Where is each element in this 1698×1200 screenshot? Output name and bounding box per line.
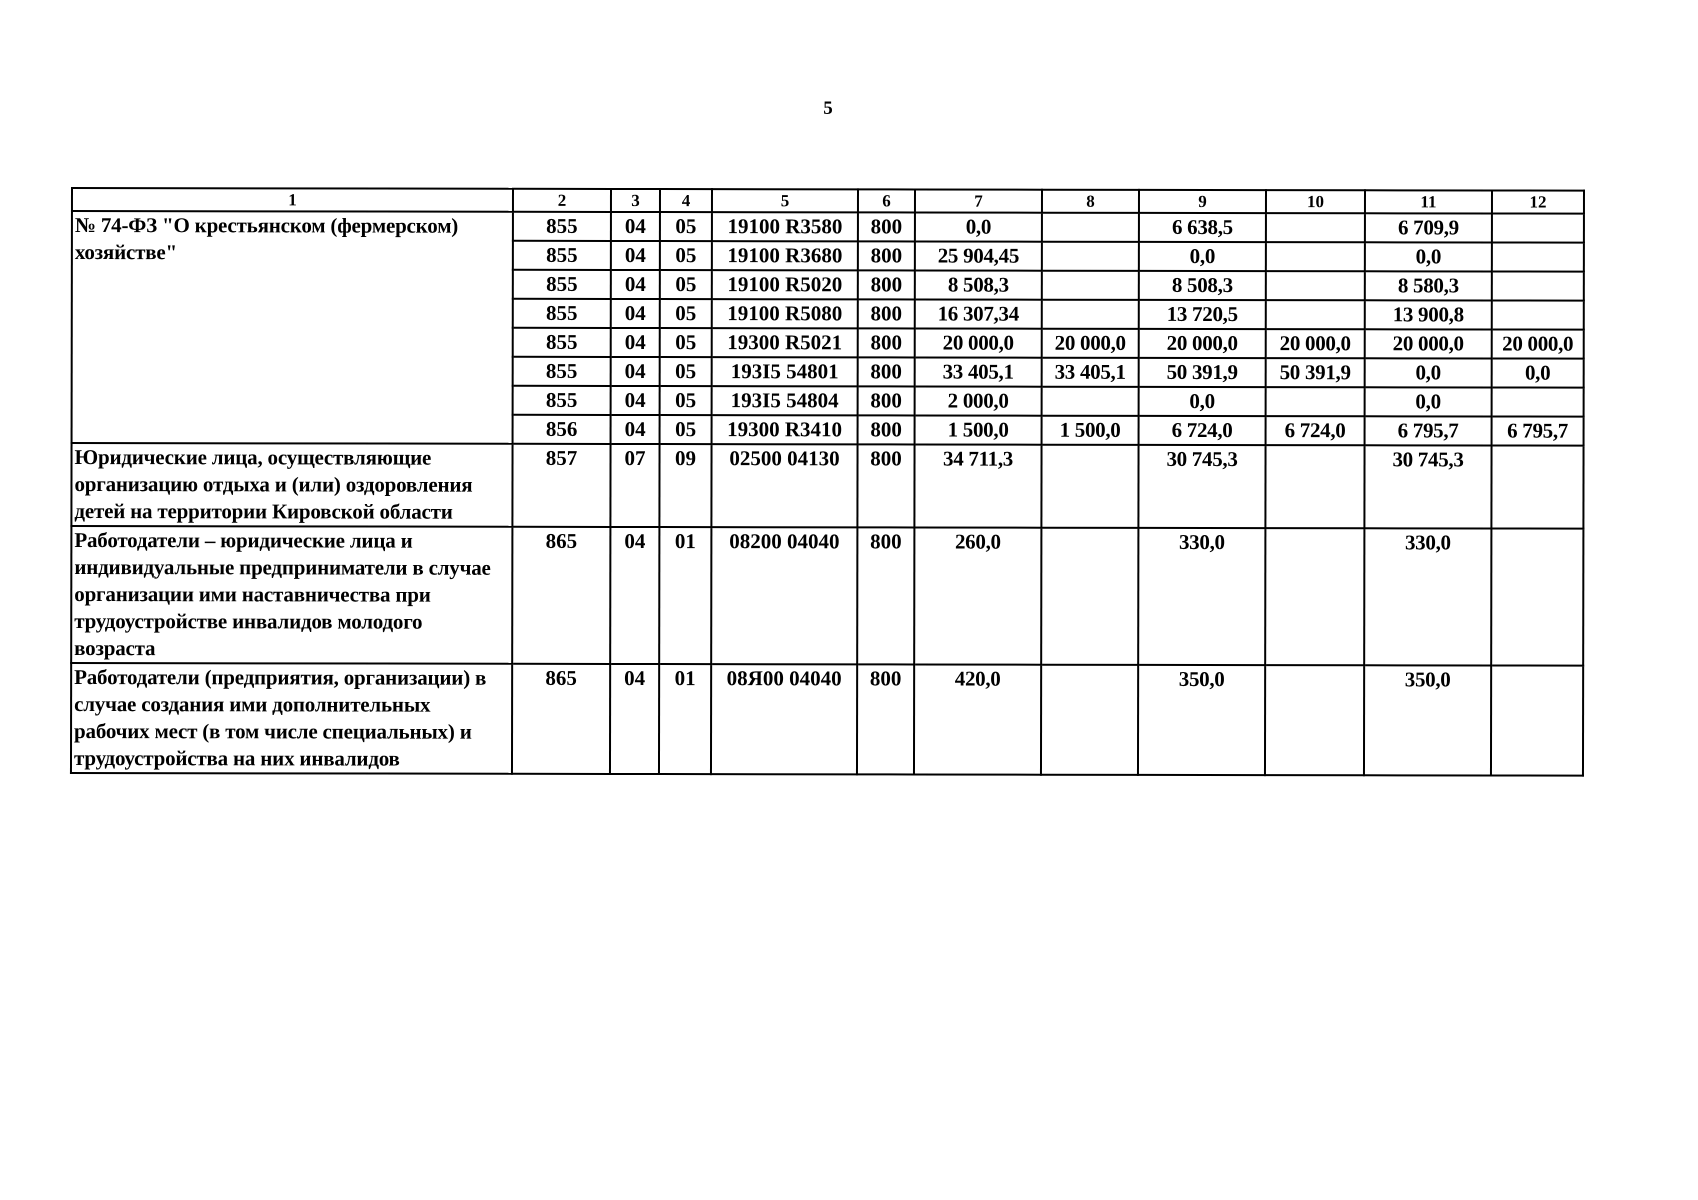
table-cell: 6 724,0 (1266, 416, 1365, 445)
table-cell: 8 508,3 (1139, 271, 1266, 300)
table-cell (1492, 387, 1584, 416)
table-cell: 30 745,3 (1364, 445, 1491, 528)
table-cell: 1 500,0 (915, 415, 1042, 444)
table-cell: 05 (660, 357, 712, 386)
recipient-description: № 74-ФЗ "О крестьянском (фермерском) хозяйстве" (72, 211, 513, 444)
table-cell: 04 (611, 270, 660, 299)
table-cell: 30 745,3 (1138, 445, 1265, 528)
table-cell: 855 (513, 386, 611, 415)
table-cell: 19100 R3580 (712, 212, 858, 241)
table-cell (1266, 213, 1365, 242)
table-cell: 05 (660, 270, 712, 299)
table-cell (1041, 665, 1138, 775)
column-header: 3 (611, 189, 660, 212)
table-cell: 800 (857, 527, 914, 664)
table-cell: 04 (611, 299, 660, 328)
table-cell (1492, 242, 1584, 271)
table-cell: 855 (513, 299, 611, 328)
table-cell: 2 000,0 (915, 386, 1042, 415)
table-cell: 25 904,45 (915, 241, 1042, 270)
table-row (72, 211, 1584, 243)
table-cell: 330,0 (1364, 528, 1491, 665)
table-cell: 6 795,7 (1365, 416, 1492, 445)
table-cell: 20 000,0 (1042, 329, 1139, 358)
table-cell (1266, 387, 1365, 416)
table-cell: 04 (611, 386, 660, 415)
table-cell: 855 (513, 241, 611, 270)
table-cell: 04 (610, 527, 659, 664)
table-cell: 13 900,8 (1365, 300, 1492, 329)
table-cell: 20 000,0 (1492, 329, 1584, 358)
table-cell: 8 508,3 (915, 270, 1042, 299)
table-cell (1492, 300, 1584, 329)
table-cell: 05 (660, 212, 712, 241)
table-cell: 0,0 (1365, 242, 1492, 271)
table-cell: 05 (660, 241, 712, 270)
table-cell: 04 (610, 664, 659, 774)
column-header: 9 (1139, 190, 1266, 213)
table-cell: 01 (659, 527, 711, 664)
table-cell: 0,0 (1492, 358, 1584, 387)
page-number: 5 (823, 98, 833, 119)
table-cell: 19300 R5021 (712, 328, 858, 357)
recipient-description: Работодатели (предприятия, организации) в случае создания ими дополнительных рабочих мест (в том числе специальных) и трудоустройства на них инвалидов (71, 663, 512, 774)
table-cell: 865 (512, 527, 610, 664)
table-cell: 20 000,0 (915, 328, 1042, 357)
table-cell: 02500 04130 (711, 444, 857, 527)
table-cell: 04 (611, 357, 660, 386)
table-cell (1041, 445, 1138, 528)
table-cell: 855 (513, 357, 611, 386)
table-cell: 1 500,0 (1042, 416, 1139, 445)
table-cell (1042, 300, 1139, 329)
table-cell (1491, 665, 1583, 775)
column-header: 6 (858, 189, 915, 212)
table-header-row (72, 188, 1584, 214)
table-cell: 260,0 (914, 527, 1041, 664)
column-header: 10 (1266, 190, 1365, 213)
table-cell (1266, 242, 1365, 271)
table-cell: 800 (858, 212, 915, 241)
table-row (71, 526, 1583, 666)
column-header: 8 (1042, 190, 1139, 213)
table-cell (1265, 665, 1364, 775)
table-cell: 04 (611, 212, 660, 241)
table-cell: 05 (660, 328, 712, 357)
table-cell: 6 795,7 (1492, 416, 1584, 445)
table-cell: 856 (513, 415, 611, 444)
table-cell: 8 580,3 (1365, 271, 1492, 300)
column-header: 5 (712, 189, 858, 212)
table-cell: 6 638,5 (1139, 213, 1266, 242)
table-cell: 04 (611, 241, 660, 270)
table-cell: 19100 R5020 (712, 270, 858, 299)
column-header: 7 (915, 189, 1042, 212)
table-cell: 19300 R3410 (712, 415, 858, 444)
table-cell: 20 000,0 (1266, 329, 1365, 358)
table-cell: 865 (512, 664, 610, 774)
table-cell: 20 000,0 (1139, 329, 1266, 358)
table-cell: 6 724,0 (1139, 416, 1266, 445)
column-header: 11 (1365, 190, 1492, 213)
table-cell: 193I5 54801 (712, 357, 858, 386)
table-cell (1491, 445, 1583, 528)
table-cell: 800 (857, 664, 914, 774)
table-cell (1042, 213, 1139, 242)
table-cell (1491, 528, 1583, 665)
table-cell: 0,0 (1365, 387, 1492, 416)
table-cell: 0,0 (1365, 358, 1492, 387)
table-cell: 800 (857, 444, 914, 527)
table-cell: 800 (858, 299, 915, 328)
table-cell: 350,0 (1138, 665, 1265, 775)
table-cell: 0,0 (915, 212, 1042, 241)
table-cell (1042, 271, 1139, 300)
table-cell: 800 (858, 270, 915, 299)
table-row (71, 663, 1583, 776)
column-header: 1 (72, 188, 513, 212)
table-cell (1265, 528, 1364, 665)
table-cell: 16 307,34 (915, 299, 1042, 328)
column-header: 2 (513, 189, 611, 212)
table-cell: 33 405,1 (1042, 358, 1139, 387)
table-cell (1266, 300, 1365, 329)
table-cell (1266, 271, 1365, 300)
table-cell: 50 391,9 (1266, 358, 1365, 387)
table-cell (1042, 242, 1139, 271)
table-cell: 07 (610, 444, 659, 527)
budget-table (70, 187, 1585, 777)
table-cell: 05 (660, 386, 712, 415)
table-cell: 08200 04040 (711, 527, 857, 664)
table-cell: 857 (512, 444, 610, 527)
table-cell: 04 (611, 328, 660, 357)
table-cell (1492, 213, 1584, 242)
table-cell (1042, 387, 1139, 416)
table-cell: 01 (659, 664, 711, 774)
table-cell: 19100 R5080 (712, 299, 858, 328)
table-cell (1265, 445, 1364, 528)
recipient-description: Работодатели – юридические лица и индивидуальные предприниматели в случае организации ими наставничества при трудоустройстве инвалидов молодого возраста (71, 526, 512, 664)
table-cell: 855 (513, 270, 611, 299)
table-cell: 05 (660, 415, 712, 444)
table-cell: 800 (858, 415, 915, 444)
table-cell: 08Я00 04040 (711, 664, 857, 774)
table-cell: 09 (659, 444, 711, 527)
table-cell: 350,0 (1364, 665, 1491, 775)
table-cell: 800 (858, 357, 915, 386)
table-cell: 855 (513, 212, 611, 241)
table-cell: 330,0 (1138, 528, 1265, 665)
table-cell: 6 709,9 (1365, 213, 1492, 242)
table-cell: 33 405,1 (915, 357, 1042, 386)
table-cell: 855 (513, 328, 611, 357)
table-cell: 0,0 (1139, 242, 1266, 271)
recipient-description: Юридические лица, осуществляющие организацию отдыха и (или) оздоровления детей на территории Кировской области (71, 443, 512, 527)
table-cell: 04 (611, 415, 660, 444)
table-cell: 800 (858, 386, 915, 415)
table-cell: 193I5 54804 (712, 386, 858, 415)
column-header: 12 (1492, 190, 1584, 213)
table-cell: 0,0 (1139, 387, 1266, 416)
table-cell: 800 (858, 241, 915, 270)
table-cell (1041, 528, 1138, 665)
table-cell: 420,0 (914, 664, 1041, 774)
table-cell: 800 (858, 328, 915, 357)
table-cell: 50 391,9 (1139, 358, 1266, 387)
table-cell: 20 000,0 (1365, 329, 1492, 358)
column-header: 4 (660, 189, 712, 212)
table-cell (1492, 271, 1584, 300)
table-cell: 34 711,3 (914, 444, 1041, 527)
table-row (71, 443, 1583, 529)
table-cell: 19100 R3680 (712, 241, 858, 270)
table-cell: 13 720,5 (1139, 300, 1266, 329)
table-cell: 05 (660, 299, 712, 328)
